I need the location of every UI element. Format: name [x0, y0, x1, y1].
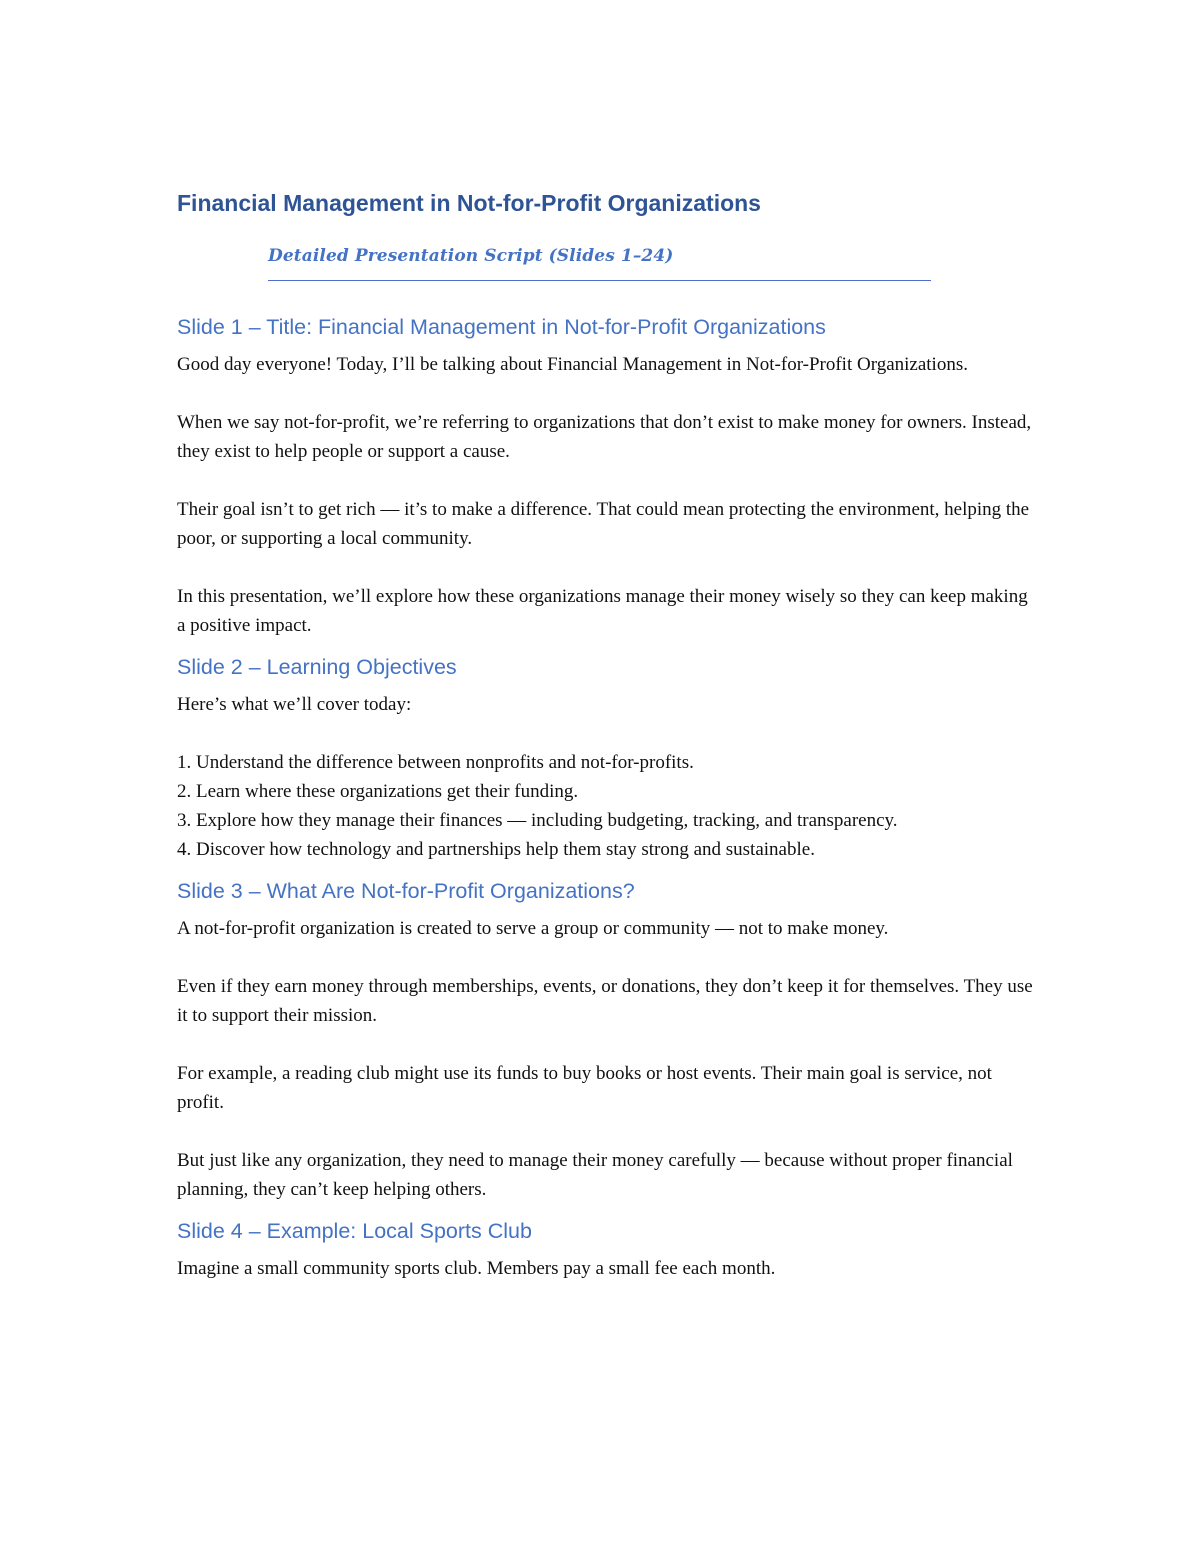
slide-4-section	[177, 1214, 1037, 1283]
slide-2-section	[177, 650, 1037, 864]
list-item: 2. Learn where these organizations get their funding.	[177, 781, 579, 802]
paragraph: Their goal isn’t to get rich — it’s to make a difference. That could mean protecting the environment, helping the poor, or supporting a local community.	[177, 499, 1030, 549]
paragraph: A not-for-profit organization is created to serve a group or community — not to make money.	[177, 918, 889, 939]
section-heading: Slide 3 – What Are Not-for-Profit Organizations?	[177, 879, 635, 903]
list-item: 1. Understand the difference between nonprofits and not-for-profits.	[177, 752, 694, 773]
document-title: Financial Management in Not-for-Profit Organizations	[177, 190, 761, 216]
paragraph: But just like any organization, they need to manage their money carefully — because without proper financial planning, they can’t keep helping others.	[177, 1150, 1013, 1200]
paragraph: Good day everyone! Today, I’ll be talking about Financial Management in Not-for-Profit Organizations.	[177, 354, 968, 375]
slide-1-section	[177, 310, 1037, 640]
subtitle-block	[268, 246, 931, 281]
paragraph: For example, a reading club might use its funds to buy books or host events. Their main goal is service, not profit.	[177, 1063, 992, 1113]
section-heading: Slide 2 – Learning Objectives	[177, 655, 457, 679]
document-subtitle: Detailed Presentation Script (Slides 1–24)	[268, 246, 674, 266]
list-item: 4. Discover how technology and partnerships help them stay strong and sustainable.	[177, 839, 815, 860]
paragraph: Even if they earn money through memberships, events, or donations, they don’t keep it for themselves. They use it to support their mission.	[177, 976, 1033, 1026]
objectives-list	[177, 748, 1037, 864]
section-heading: Slide 1 – Title: Financial Management in Not-for-Profit Organizations	[177, 315, 826, 339]
list-item: 3. Explore how they manage their finances — including budgeting, tracking, and transparency.	[177, 810, 898, 831]
document-body	[177, 310, 1037, 1283]
paragraph: Here’s what we’ll cover today:	[177, 694, 412, 715]
paragraph: In this presentation, we’ll explore how these organizations manage their money wisely so they can keep making a positive impact.	[177, 586, 1028, 636]
paragraph: When we say not-for-profit, we’re referring to organizations that don’t exist to make money for owners. Instead, they exist to help people or support a cause.	[177, 412, 1032, 462]
paragraph: Imagine a small community sports club. Members pay a small fee each month.	[177, 1258, 776, 1279]
slide-3-section	[177, 874, 1037, 1204]
section-heading: Slide 4 – Example: Local Sports Club	[177, 1219, 532, 1243]
